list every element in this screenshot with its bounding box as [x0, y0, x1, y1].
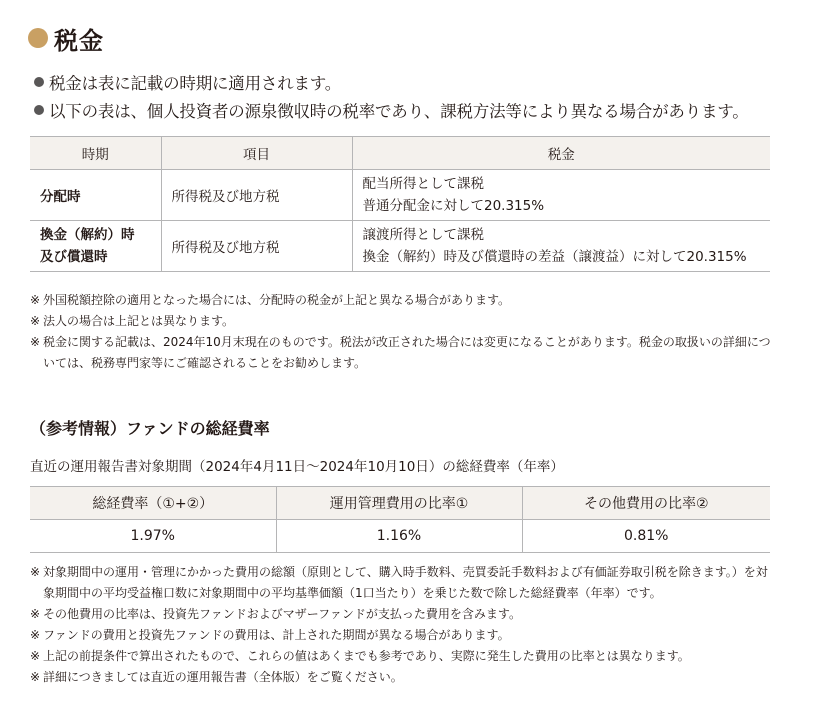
item-cell: 所得税及び地方税	[161, 221, 352, 272]
header-total-ratio: 総経費率（①+②）	[30, 487, 276, 520]
note-item	[30, 332, 775, 374]
note-text: 対象期間中の運用・管理にかかった費用の総額（原則として、購入時手数料、売買委託手数料および有価証券取引税を除きます。）を対象期間中の平均受益権口数に対象期間中の平均基準価額（1口当たり）を乗じた数で除した総経費率（年率）です。	[43, 565, 768, 600]
note-text: ファンドの費用と投資先ファンドの費用は、計上された期間が異なる場合があります。	[43, 628, 510, 642]
period-text: 分配時	[40, 189, 81, 205]
period-text: 換金（解約）時	[40, 227, 135, 243]
note-text: 詳細につきましては直近の運用報告書（全体版）をご覧ください。	[43, 670, 403, 684]
tax-table-header	[30, 137, 770, 170]
header-item: 項目	[161, 137, 352, 170]
note-text: 法人の場合は上記とは異なります。	[43, 314, 235, 328]
note-item	[30, 646, 775, 667]
section-title	[28, 22, 104, 54]
bullet-item	[34, 98, 749, 122]
reference-heading: （参考情報）ファンドの総経費率	[30, 419, 270, 438]
bullet-list	[34, 70, 749, 126]
header-tax: 税金	[352, 137, 770, 170]
header-other-ratio: その他費用の比率②	[522, 487, 770, 520]
ratio-value-row	[30, 520, 770, 553]
bullet-text: 以下の表は、個人投資者の源泉徴収時の税率であり、課税方法等により異なる場合があります。	[49, 102, 749, 121]
expense-ratio-table	[30, 486, 770, 553]
bullet-text: 税金は表に記載の時期に適用されます。	[49, 74, 342, 93]
note-mark: ※	[30, 335, 41, 349]
tax-line-2: 換金（解約）時及び償還時の差益（譲渡益）に対して20.315%	[362, 249, 747, 265]
tax-line-1: 譲渡所得として課税	[362, 227, 484, 243]
tax-cell	[352, 170, 770, 221]
tax-table	[30, 136, 770, 272]
bullet-item	[34, 70, 749, 94]
circle-bullet-icon	[28, 28, 48, 48]
note-text: 税金に関する記載は、2024年10月末現在のものです。税法が改正された場合には変更になることがあります。税金の取扱いの詳細については、税務専門家等にご確認されることをお勧めします。	[43, 335, 771, 370]
note-item	[30, 604, 775, 625]
period-description: 直近の運用報告書対象期間（2024年4月11日～2024年10月10日）の総経費率（年率）	[30, 459, 564, 475]
note-mark: ※	[30, 628, 41, 642]
tax-line-1: 配当所得として課税	[362, 176, 484, 192]
header-period: 時期	[30, 137, 161, 170]
note-text: 外国税額控除の適用となった場合には、分配時の税金が上記と異なる場合があります。	[43, 293, 511, 307]
table-row	[30, 221, 770, 272]
period-cell	[30, 221, 161, 272]
note-item	[30, 667, 775, 688]
table-row	[30, 170, 770, 221]
period-cell	[30, 170, 161, 221]
note-item	[30, 311, 775, 332]
note-item	[30, 625, 775, 646]
note-mark: ※	[30, 607, 41, 621]
note-text: 上記の前提条件で算出されたもので、これらの値はあくまでも参考であり、実際に発生した費用の比率とは異なります。	[43, 649, 690, 663]
item-cell: 所得税及び地方税	[161, 170, 352, 221]
dot-icon	[34, 105, 44, 115]
note-text: その他費用の比率は、投資先ファンドおよびマザーファンドが支払った費用を含みます。	[43, 607, 521, 621]
total-ratio-value: 1.97%	[30, 520, 276, 553]
tax-cell	[352, 221, 770, 272]
ratio-notes	[30, 562, 775, 688]
other-ratio-value: 0.81%	[522, 520, 770, 553]
section-title-text: 税金	[54, 26, 104, 55]
note-mark: ※	[30, 670, 41, 684]
period-text-2: 及び償還時	[40, 249, 108, 265]
tax-notes	[30, 290, 775, 374]
header-management-ratio: 運用管理費用の比率①	[276, 487, 522, 520]
note-mark: ※	[30, 314, 41, 328]
dot-icon	[34, 77, 44, 87]
note-mark: ※	[30, 649, 41, 663]
tax-line-2: 普通分配金に対して20.315%	[362, 198, 545, 214]
note-item	[30, 290, 775, 311]
note-mark: ※	[30, 293, 41, 307]
management-ratio-value: 1.16%	[276, 520, 522, 553]
note-item	[30, 562, 775, 604]
ratio-header-row	[30, 487, 770, 520]
note-mark: ※	[30, 565, 41, 579]
